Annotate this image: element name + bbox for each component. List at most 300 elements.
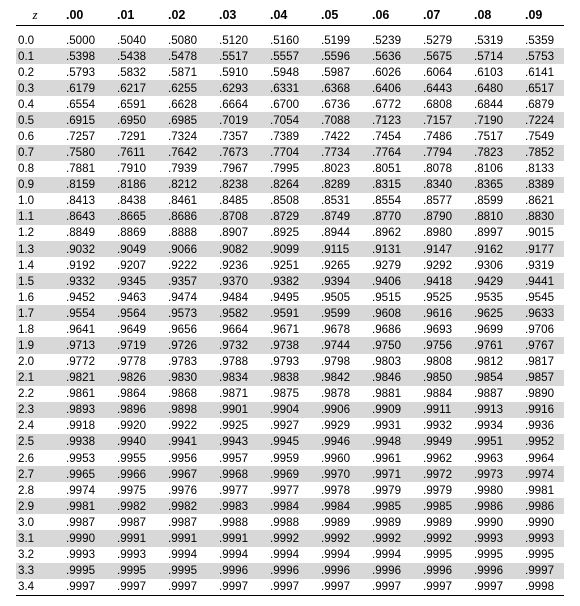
z-value-cell: 2.5 xyxy=(16,434,54,450)
probability-cell: .6368 xyxy=(309,80,360,96)
probability-cell: .9988 xyxy=(270,515,300,529)
probability-cell: .8621 xyxy=(525,194,555,208)
probability-cell: .7734 xyxy=(309,145,360,161)
probability-cell: .9997 xyxy=(513,563,564,579)
probability-cell: .9015 xyxy=(525,226,555,240)
probability-cell: .9997 xyxy=(258,579,309,596)
probability-cell: .9975 xyxy=(117,483,147,497)
probability-cell: .6985 xyxy=(156,112,207,128)
probability-cell: .5987 xyxy=(321,65,351,79)
probability-cell: .8315 xyxy=(360,177,411,193)
z-value-cell: 0.3 xyxy=(16,80,54,96)
z-column-header: z xyxy=(16,4,54,26)
probability-cell: .9974 xyxy=(513,466,564,482)
probability-cell: .9913 xyxy=(462,402,513,418)
table-row xyxy=(16,337,564,353)
column-header: .03 xyxy=(207,4,258,26)
probability-cell: .9993 xyxy=(513,530,564,546)
probability-cell: .9864 xyxy=(117,387,147,401)
probability-cell: .7454 xyxy=(372,130,402,143)
probability-cell: .9972 xyxy=(411,466,462,482)
probability-cell: .9995 xyxy=(525,548,555,562)
table-row xyxy=(16,257,564,273)
probability-cell: .9996 xyxy=(462,563,513,579)
probability-cell: .5120 xyxy=(219,33,249,47)
probability-cell: .7910 xyxy=(117,162,147,176)
probability-cell: .9699 xyxy=(474,322,504,336)
probability-cell: .8686 xyxy=(156,209,207,225)
probability-cell: .7422 xyxy=(321,130,351,143)
probability-cell: .9719 xyxy=(105,337,156,353)
probability-cell: .9834 xyxy=(207,370,258,386)
probability-cell: .9927 xyxy=(270,419,300,433)
probability-cell: .9951 xyxy=(462,434,513,450)
probability-cell: .6517 xyxy=(513,80,564,96)
probability-cell: .9906 xyxy=(309,402,360,418)
probability-cell: .9406 xyxy=(360,273,411,289)
probability-cell: .9370 xyxy=(207,273,258,289)
z-value-cell: 0.4 xyxy=(18,97,35,111)
probability-cell: .9484 xyxy=(219,290,249,304)
probability-cell: .9279 xyxy=(372,258,402,272)
probability-cell: .9964 xyxy=(525,451,555,465)
table-row xyxy=(16,177,564,193)
probability-cell: .9965 xyxy=(54,466,105,482)
probability-cell: .9545 xyxy=(525,290,555,304)
table-row xyxy=(16,466,564,482)
probability-cell: .9778 xyxy=(117,355,147,369)
probability-cell: .9306 xyxy=(474,258,504,272)
probability-cell: .8365 xyxy=(462,177,513,193)
probability-cell: .5517 xyxy=(207,48,258,64)
probability-cell: .8264 xyxy=(258,177,309,193)
probability-cell: .6103 xyxy=(474,65,504,79)
probability-cell: .5910 xyxy=(219,65,249,79)
probability-cell: .7939 xyxy=(168,162,198,176)
probability-cell: .9995 xyxy=(423,548,453,562)
probability-cell: .7611 xyxy=(105,145,156,161)
probability-cell: .9830 xyxy=(156,370,207,386)
table-row xyxy=(16,80,564,96)
z-value-cell: 2.9 xyxy=(16,498,54,514)
probability-cell: .9909 xyxy=(360,402,411,418)
probability-cell: .9995 xyxy=(105,563,156,579)
column-header: .05 xyxy=(309,4,360,26)
probability-cell: .9878 xyxy=(321,387,351,401)
probability-cell: .7324 xyxy=(168,130,198,143)
z-value-cell: 1.7 xyxy=(16,305,54,321)
probability-cell: .6331 xyxy=(258,80,309,96)
probability-cell: .9989 xyxy=(372,515,402,529)
probability-cell: .8599 xyxy=(474,194,504,208)
probability-cell: .9979 xyxy=(372,483,402,497)
probability-cell: .9967 xyxy=(156,466,207,482)
table-row xyxy=(16,434,564,450)
probability-cell: .9962 xyxy=(423,451,453,465)
probability-cell: .9236 xyxy=(219,258,249,272)
table-row xyxy=(16,354,564,370)
probability-cell: .7995 xyxy=(270,162,300,176)
probability-cell: .6554 xyxy=(66,97,96,111)
probability-cell: .6179 xyxy=(54,80,105,96)
probability-cell: .9887 xyxy=(474,387,504,401)
probability-cell: .7486 xyxy=(423,130,453,143)
probability-cell: .9991 xyxy=(207,530,258,546)
probability-cell: .9633 xyxy=(513,305,564,321)
probability-cell: .9418 xyxy=(411,273,462,289)
probability-cell: .5080 xyxy=(168,33,198,47)
probability-cell: .5199 xyxy=(321,33,351,47)
z-value-cell: 1.3 xyxy=(16,241,54,257)
probability-cell: .5279 xyxy=(423,33,453,47)
probability-cell: .9994 xyxy=(372,548,402,562)
probability-cell: .9345 xyxy=(105,273,156,289)
probability-cell: .7357 xyxy=(219,130,249,143)
probability-cell: .9756 xyxy=(411,337,462,353)
column-header: .06 xyxy=(360,4,411,26)
probability-cell: .9946 xyxy=(309,434,360,450)
probability-cell: .9881 xyxy=(372,387,402,401)
probability-cell: .9991 xyxy=(156,530,207,546)
probability-cell: .9525 xyxy=(423,290,453,304)
probability-cell: .9896 xyxy=(105,402,156,418)
probability-cell: .8389 xyxy=(513,177,564,193)
probability-cell: .5239 xyxy=(372,33,402,47)
column-header: .08 xyxy=(462,4,513,26)
probability-cell: .6915 xyxy=(54,112,105,128)
probability-cell: .9713 xyxy=(54,337,105,353)
probability-cell: .6844 xyxy=(474,97,504,111)
probability-cell: .5319 xyxy=(474,33,504,47)
probability-cell: .9991 xyxy=(105,530,156,546)
probability-cell: .5398 xyxy=(54,48,105,64)
probability-cell: .9978 xyxy=(321,483,351,497)
probability-cell: .9918 xyxy=(66,419,96,433)
probability-cell: .9997 xyxy=(105,579,156,596)
probability-cell: .9382 xyxy=(258,273,309,289)
probability-cell: .9943 xyxy=(207,434,258,450)
probability-cell: .9936 xyxy=(525,419,555,433)
probability-cell: .8770 xyxy=(360,209,411,225)
probability-cell: .9945 xyxy=(258,434,309,450)
probability-cell: .9980 xyxy=(474,483,504,497)
probability-cell: .9974 xyxy=(66,483,96,497)
probability-cell: .9842 xyxy=(309,370,360,386)
z-value-cell: 2.1 xyxy=(16,370,54,386)
probability-cell: .9732 xyxy=(207,337,258,353)
table-row xyxy=(16,563,564,579)
probability-cell: .9941 xyxy=(156,434,207,450)
probability-cell: .9988 xyxy=(219,515,249,529)
probability-cell: .9994 xyxy=(270,548,300,562)
table-row xyxy=(16,305,564,321)
probability-cell: .9750 xyxy=(360,337,411,353)
probability-cell: .9963 xyxy=(474,451,504,465)
table-row xyxy=(16,498,564,514)
z-value-cell: 2.4 xyxy=(18,419,35,433)
probability-cell: .9990 xyxy=(54,530,105,546)
probability-cell: .8106 xyxy=(474,162,504,176)
probability-cell: .8980 xyxy=(423,226,453,240)
probability-cell: .9986 xyxy=(513,498,564,514)
probability-cell: .9959 xyxy=(270,451,300,465)
table-body xyxy=(16,26,564,596)
table-row xyxy=(16,128,564,144)
probability-cell: .9838 xyxy=(258,370,309,386)
z-value-cell: 3.4 xyxy=(16,579,54,596)
probability-cell: .8023 xyxy=(321,162,351,176)
probability-cell: .9821 xyxy=(54,370,105,386)
probability-cell: .9693 xyxy=(423,322,453,336)
table-row xyxy=(16,402,564,418)
probability-cell: .9616 xyxy=(411,305,462,321)
probability-cell: .9898 xyxy=(156,402,207,418)
z-value-cell: 0.9 xyxy=(16,177,54,193)
probability-cell: .9850 xyxy=(411,370,462,386)
z-value-cell: 3.1 xyxy=(16,530,54,546)
standard-normal-z-table xyxy=(16,4,564,596)
probability-cell: .9641 xyxy=(66,322,96,336)
probability-cell: .8925 xyxy=(270,226,300,240)
probability-cell: .8577 xyxy=(423,194,453,208)
probability-cell: .8340 xyxy=(411,177,462,193)
probability-cell: .9981 xyxy=(525,483,555,497)
z-value-cell: 1.0 xyxy=(18,194,35,208)
probability-cell: .9952 xyxy=(513,434,564,450)
z-value-cell: 0.0 xyxy=(18,33,35,47)
probability-cell: .6255 xyxy=(156,80,207,96)
probability-cell: .9861 xyxy=(66,387,96,401)
probability-cell: .9875 xyxy=(270,387,300,401)
probability-cell: .9934 xyxy=(474,419,504,433)
probability-cell: .9656 xyxy=(168,322,198,336)
table-row xyxy=(16,547,564,563)
z-value-cell: 1.6 xyxy=(18,290,35,304)
probability-cell: .9904 xyxy=(258,402,309,418)
probability-cell: .9996 xyxy=(309,563,360,579)
probability-cell: .9982 xyxy=(156,498,207,514)
z-value-cell: 3.2 xyxy=(18,548,35,562)
probability-cell: .9292 xyxy=(423,258,453,272)
probability-cell: .7642 xyxy=(156,145,207,161)
probability-cell: .9982 xyxy=(105,498,156,514)
z-value-cell: 2.0 xyxy=(18,355,35,369)
probability-cell: .8238 xyxy=(207,177,258,193)
probability-cell: .9441 xyxy=(513,273,564,289)
probability-cell: .9997 xyxy=(411,579,462,596)
probability-cell: .8997 xyxy=(474,226,504,240)
z-value-cell: 0.8 xyxy=(18,162,35,176)
probability-cell: .9997 xyxy=(207,579,258,596)
probability-cell: .9162 xyxy=(462,241,513,257)
probability-cell: .5160 xyxy=(270,33,300,47)
probability-cell: .5478 xyxy=(156,48,207,64)
column-header: .02 xyxy=(156,4,207,26)
probability-cell: .9977 xyxy=(270,483,300,497)
probability-cell: .9394 xyxy=(309,273,360,289)
probability-cell: .9738 xyxy=(258,337,309,353)
probability-cell: .9049 xyxy=(105,241,156,257)
probability-cell: .7291 xyxy=(117,130,147,143)
probability-cell: .5753 xyxy=(513,48,564,64)
probability-cell: .9671 xyxy=(270,322,300,336)
probability-cell: .9474 xyxy=(168,290,198,304)
z-value-cell: 0.2 xyxy=(18,65,35,79)
probability-cell: .8461 xyxy=(168,194,198,208)
probability-cell: .9222 xyxy=(168,258,198,272)
probability-cell: .9767 xyxy=(513,337,564,353)
table-row xyxy=(16,193,564,209)
probability-cell: .9131 xyxy=(360,241,411,257)
probability-cell: .7157 xyxy=(411,112,462,128)
table-row xyxy=(16,482,564,498)
table-row xyxy=(16,386,564,402)
probability-cell: .9983 xyxy=(207,498,258,514)
probability-cell: .9686 xyxy=(372,322,402,336)
probability-cell: .9066 xyxy=(156,241,207,257)
probability-cell: .8133 xyxy=(525,162,555,176)
probability-cell: .6808 xyxy=(423,97,453,111)
probability-cell: .9925 xyxy=(219,419,249,433)
z-value-cell: 0.6 xyxy=(18,130,35,143)
probability-cell: .9535 xyxy=(474,290,504,304)
probability-cell: .8665 xyxy=(105,209,156,225)
probability-cell: .6406 xyxy=(360,80,411,96)
probability-cell: .7549 xyxy=(525,130,555,143)
probability-cell: .5675 xyxy=(411,48,462,64)
probability-cell: .9932 xyxy=(423,419,453,433)
probability-cell: .9938 xyxy=(54,434,105,450)
probability-cell: .9990 xyxy=(525,515,555,529)
probability-cell: .9971 xyxy=(360,466,411,482)
probability-cell: .9115 xyxy=(309,241,360,257)
table-row xyxy=(16,64,564,80)
probability-cell: .8413 xyxy=(66,194,96,208)
probability-cell: .9992 xyxy=(411,530,462,546)
probability-cell: .8159 xyxy=(54,177,105,193)
probability-cell: .9953 xyxy=(66,451,96,465)
probability-cell: .9993 xyxy=(117,548,147,562)
probability-cell: .9948 xyxy=(360,434,411,450)
probability-cell: .9981 xyxy=(54,498,105,514)
probability-cell: .8790 xyxy=(411,209,462,225)
z-value-cell: 1.8 xyxy=(18,322,35,336)
probability-cell: .9966 xyxy=(105,466,156,482)
probability-cell: .9608 xyxy=(360,305,411,321)
probability-cell: .7794 xyxy=(411,145,462,161)
probability-cell: .5793 xyxy=(66,65,96,79)
probability-cell: .9985 xyxy=(360,498,411,514)
header-row xyxy=(16,4,564,26)
probability-cell: .9996 xyxy=(411,563,462,579)
probability-cell: .9994 xyxy=(168,548,198,562)
probability-cell: .9826 xyxy=(105,370,156,386)
probability-cell: .6772 xyxy=(372,97,402,111)
z-value-cell: 2.6 xyxy=(18,451,35,465)
probability-cell: .9997 xyxy=(462,579,513,596)
probability-cell: .9319 xyxy=(525,258,555,272)
probability-cell: .9931 xyxy=(372,419,402,433)
z-value-cell: 2.8 xyxy=(18,483,35,497)
probability-cell: .8849 xyxy=(66,226,96,240)
table-row xyxy=(16,241,564,257)
probability-cell: .8051 xyxy=(372,162,402,176)
probability-cell: .7224 xyxy=(513,112,564,128)
probability-cell: .9973 xyxy=(462,466,513,482)
probability-cell: .7019 xyxy=(207,112,258,128)
probability-cell: .9554 xyxy=(54,305,105,321)
probability-cell: .9463 xyxy=(117,290,147,304)
probability-cell: .6217 xyxy=(105,80,156,96)
probability-cell: .7190 xyxy=(462,112,513,128)
probability-cell: .5948 xyxy=(270,65,300,79)
probability-cell: .9970 xyxy=(309,466,360,482)
probability-cell: .9857 xyxy=(513,370,564,386)
probability-cell: .9992 xyxy=(360,530,411,546)
z-value-cell: 1.9 xyxy=(16,337,54,353)
probability-cell: .6628 xyxy=(168,97,198,111)
probability-cell: .6480 xyxy=(462,80,513,96)
probability-cell: .9192 xyxy=(66,258,96,272)
probability-cell: .8830 xyxy=(513,209,564,225)
probability-cell: .9812 xyxy=(474,355,504,369)
probability-cell: .9726 xyxy=(156,337,207,353)
probability-cell: .9957 xyxy=(219,451,249,465)
probability-cell: .9793 xyxy=(270,355,300,369)
probability-cell: .5871 xyxy=(168,65,198,79)
probability-cell: .9998 xyxy=(513,579,564,596)
probability-cell: .9783 xyxy=(168,355,198,369)
probability-cell: .6293 xyxy=(207,80,258,96)
probability-cell: .9177 xyxy=(513,241,564,257)
probability-cell: .8643 xyxy=(54,209,105,225)
probability-cell: .9949 xyxy=(411,434,462,450)
column-header: .07 xyxy=(411,4,462,26)
probability-cell: .5000 xyxy=(66,33,96,47)
table-row xyxy=(16,289,564,305)
probability-cell: .9564 xyxy=(105,305,156,321)
probability-cell: .9082 xyxy=(207,241,258,257)
probability-cell: .8869 xyxy=(117,226,147,240)
probability-cell: .9798 xyxy=(321,355,351,369)
table-row xyxy=(16,514,564,530)
probability-cell: .8212 xyxy=(156,177,207,193)
z-value-cell: 1.4 xyxy=(18,258,35,272)
table-row xyxy=(16,161,564,177)
probability-cell: .8962 xyxy=(372,226,402,240)
probability-cell: .9901 xyxy=(207,402,258,418)
probability-cell: .7823 xyxy=(462,145,513,161)
probability-cell: .5557 xyxy=(258,48,309,64)
probability-cell: .9582 xyxy=(207,305,258,321)
probability-cell: .9788 xyxy=(219,355,249,369)
z-value-cell: 0.5 xyxy=(16,112,54,128)
probability-cell: .6736 xyxy=(321,97,351,111)
probability-cell: .9969 xyxy=(258,466,309,482)
probability-cell: .9854 xyxy=(462,370,513,386)
probability-cell: .9357 xyxy=(156,273,207,289)
probability-cell: .8888 xyxy=(168,226,198,240)
probability-cell: .9996 xyxy=(207,563,258,579)
probability-cell: .9429 xyxy=(462,273,513,289)
probability-cell: .8749 xyxy=(309,209,360,225)
probability-cell: .7088 xyxy=(309,112,360,128)
table-row xyxy=(16,321,564,337)
probability-cell: .7580 xyxy=(54,145,105,161)
probability-cell: .6591 xyxy=(117,97,147,111)
probability-cell: .9452 xyxy=(66,290,96,304)
probability-cell: .9990 xyxy=(474,515,504,529)
